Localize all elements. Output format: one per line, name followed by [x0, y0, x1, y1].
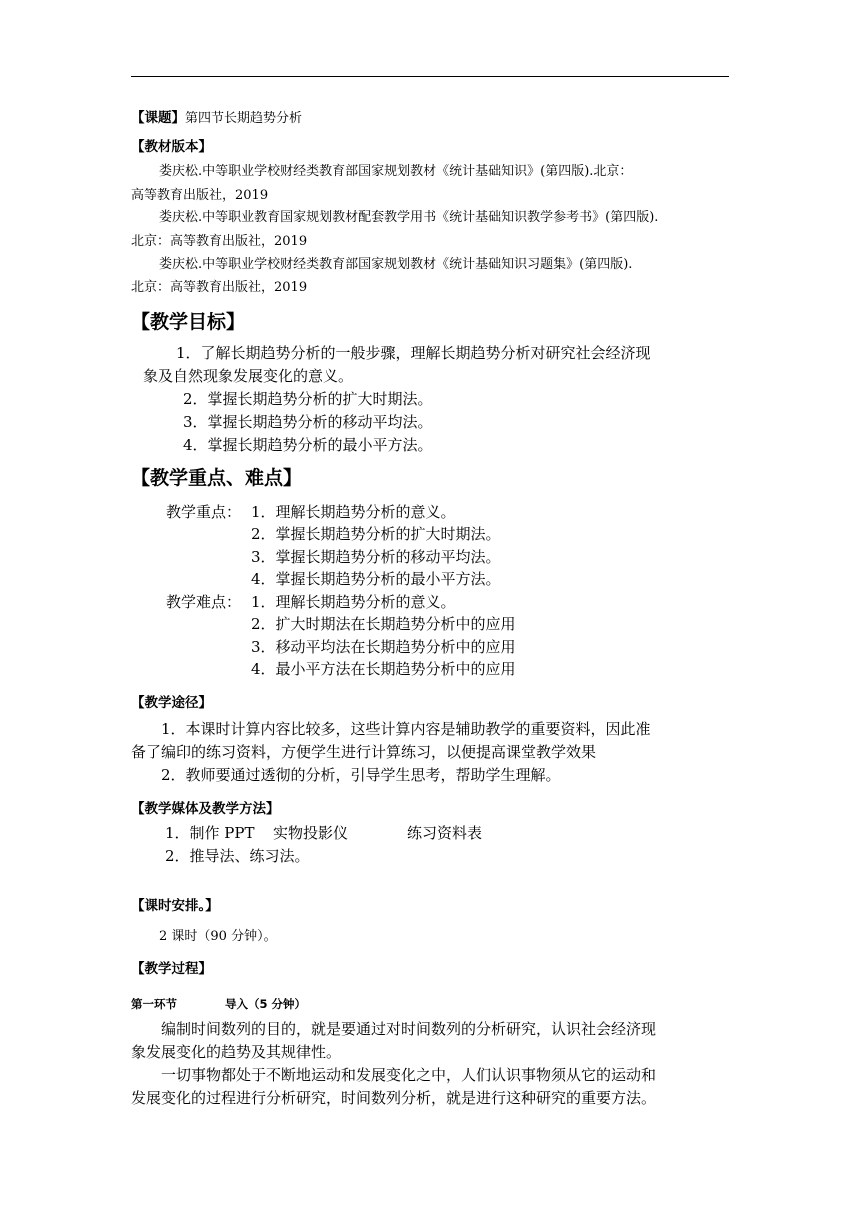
- difficulty-item: 2．扩大时期法在长期趋势分析中的应用: [251, 615, 516, 633]
- textbook-ref-1-line1: 娄庆松.中等职业学校财经类教育部国家规划教材《统计基础知识》(第四版).北京：: [159, 164, 633, 179]
- process-paragraph: 一切事物都处于不断地运动和发展变化之中，人们认识事物须从它的运动和: [161, 1066, 657, 1084]
- media-heading: 【教学媒体及教学方法】: [131, 801, 280, 817]
- difficulty-item: 3．移动平均法在长期趋势分析中的应用: [251, 638, 516, 656]
- difficulty-label: 教学难点：: [166, 593, 242, 611]
- header-rule: [131, 76, 729, 77]
- lesson-title-text: 第四节长期趋势分析: [185, 111, 303, 126]
- textbook-ref-2-line1: 娄庆松.中等职业教育国家规划教材配套教学用书《统计基础知识教学参考书》(第四版).: [159, 210, 659, 225]
- approach-heading: 【教学途径】: [131, 695, 212, 711]
- key-points-heading: 【教学重点、难点】: [131, 467, 303, 489]
- process-paragraph: 发展变化的过程进行分析研究，时间数列分析，就是进行这种研究的重要方法。: [131, 1089, 657, 1107]
- approach-line: 2．教师要通过透彻的分析，引导学生思考，帮助学生理解。: [161, 766, 561, 784]
- objective-item: 3．掌握长期趋势分析的移动平均法。: [183, 413, 433, 431]
- process-paragraph: 象发展变化的趋势及其规律性。: [131, 1043, 342, 1061]
- objectives-heading: 【教学目标】: [131, 311, 246, 333]
- difficulty-item: 1．理解长期趋势分析的意义。: [251, 593, 456, 611]
- objective-item: 4．掌握长期趋势分析的最小平方法。: [183, 436, 433, 454]
- approach-line: 备了编印的练习资料，方便学生进行计算练习，以便提高课堂教学效果: [131, 743, 597, 761]
- lesson-title-label: 【课题】: [131, 110, 185, 126]
- focus-label: 教学重点：: [166, 503, 242, 521]
- focus-item: 2．掌握长期趋势分析的扩大时期法。: [251, 525, 501, 543]
- media-methods: 2．推导法、练习法。: [165, 847, 310, 865]
- approach-line: 1．本课时计算内容比较多，这些计算内容是辅助教学的重要资料，因此准: [161, 720, 651, 738]
- difficulty-item: 4．最小平方法在长期趋势分析中的应用: [251, 660, 516, 678]
- textbook-heading: 【教材版本】: [131, 139, 212, 155]
- media-item-worksheet: 练习资料表: [407, 824, 483, 842]
- media-item-ppt: 1．制作 PPT: [165, 824, 255, 842]
- focus-item: 3．掌握长期趋势分析的移动平均法。: [251, 548, 501, 566]
- process-paragraph: 编制时间数列的目的，就是要通过对时间数列的分析研究，认识社会经济现: [161, 1020, 657, 1038]
- focus-item: 4．掌握长期趋势分析的最小平方法。: [251, 570, 501, 588]
- objective-item: 1．了解长期趋势分析的一般步骤，理解长期趋势分析对研究社会经济现: [176, 344, 651, 362]
- textbook-ref-1-line2: 高等教育出版社，2019: [131, 188, 269, 203]
- objective-item: 2．掌握长期趋势分析的扩大时期法。: [183, 390, 433, 408]
- process-heading: 【教学过程】: [131, 961, 212, 977]
- schedule-heading: 【课时安排。】: [131, 898, 219, 914]
- lesson-title: [131, 109, 302, 126]
- media-item-projector: 实物投影仪: [273, 824, 349, 842]
- stage-title: 导入（5 分钟）: [225, 997, 307, 1011]
- textbook-ref-2-line2: 北京：高等教育出版社，2019: [131, 234, 308, 249]
- textbook-ref-3-line1: 娄庆松.中等职业学校财经类教育部国家规划教材《统计基础知识习题集》(第四版).: [159, 257, 633, 272]
- schedule-text: 2 课时（90 分钟）。: [159, 929, 277, 944]
- stage-label: 第一环节: [131, 997, 177, 1011]
- objective-item: 象及自然现象发展变化的意义。: [143, 367, 354, 385]
- textbook-ref-3-line2: 北京：高等教育出版社，2019: [131, 280, 308, 295]
- focus-item: 1．理解长期趋势分析的意义。: [251, 503, 456, 521]
